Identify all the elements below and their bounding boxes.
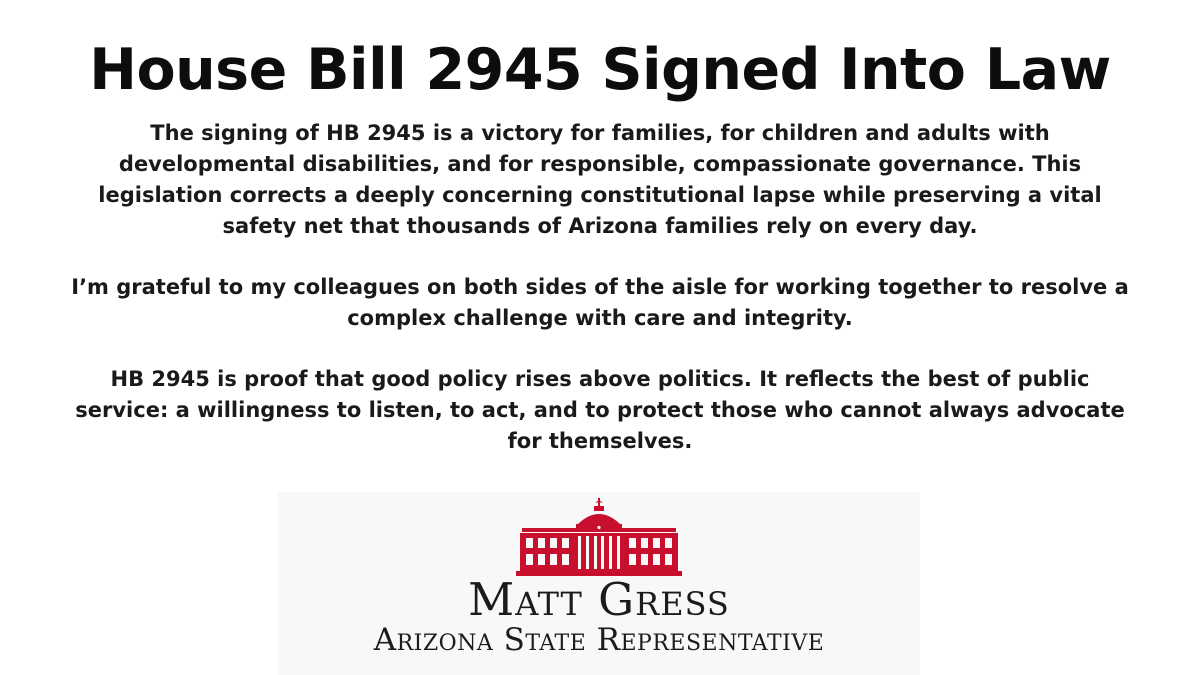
representative-title: Arizona State Representative xyxy=(373,622,825,658)
statement-paragraph-1: The signing of HB 2945 is a victory for families, for children and adults with developmental disabilities, and for responsible, compassionate governance. This legislation corrects a deeply concerning constitutional lapse while preserving a vital safety net that thousands of Arizona families rely on every day. xyxy=(98,121,1102,238)
representative-logo xyxy=(278,492,920,675)
headline: House Bill 2945 Signed Into Law xyxy=(89,37,1111,103)
representative-name: Matt Gress xyxy=(468,573,730,626)
statement-paragraph-3: HB 2945 is proof that good policy rises above politics. It reflects the best of public service: a willingness to listen, to act, and to protect those who cannot always advocate for themselves. xyxy=(75,367,1125,453)
statement-paragraph-2: I’m grateful to my colleagues on both sides of the aisle for working together to resolve a complex challenge with care and integrity. xyxy=(71,275,1129,330)
statement xyxy=(70,118,1130,487)
capitol-building-icon xyxy=(516,498,682,576)
